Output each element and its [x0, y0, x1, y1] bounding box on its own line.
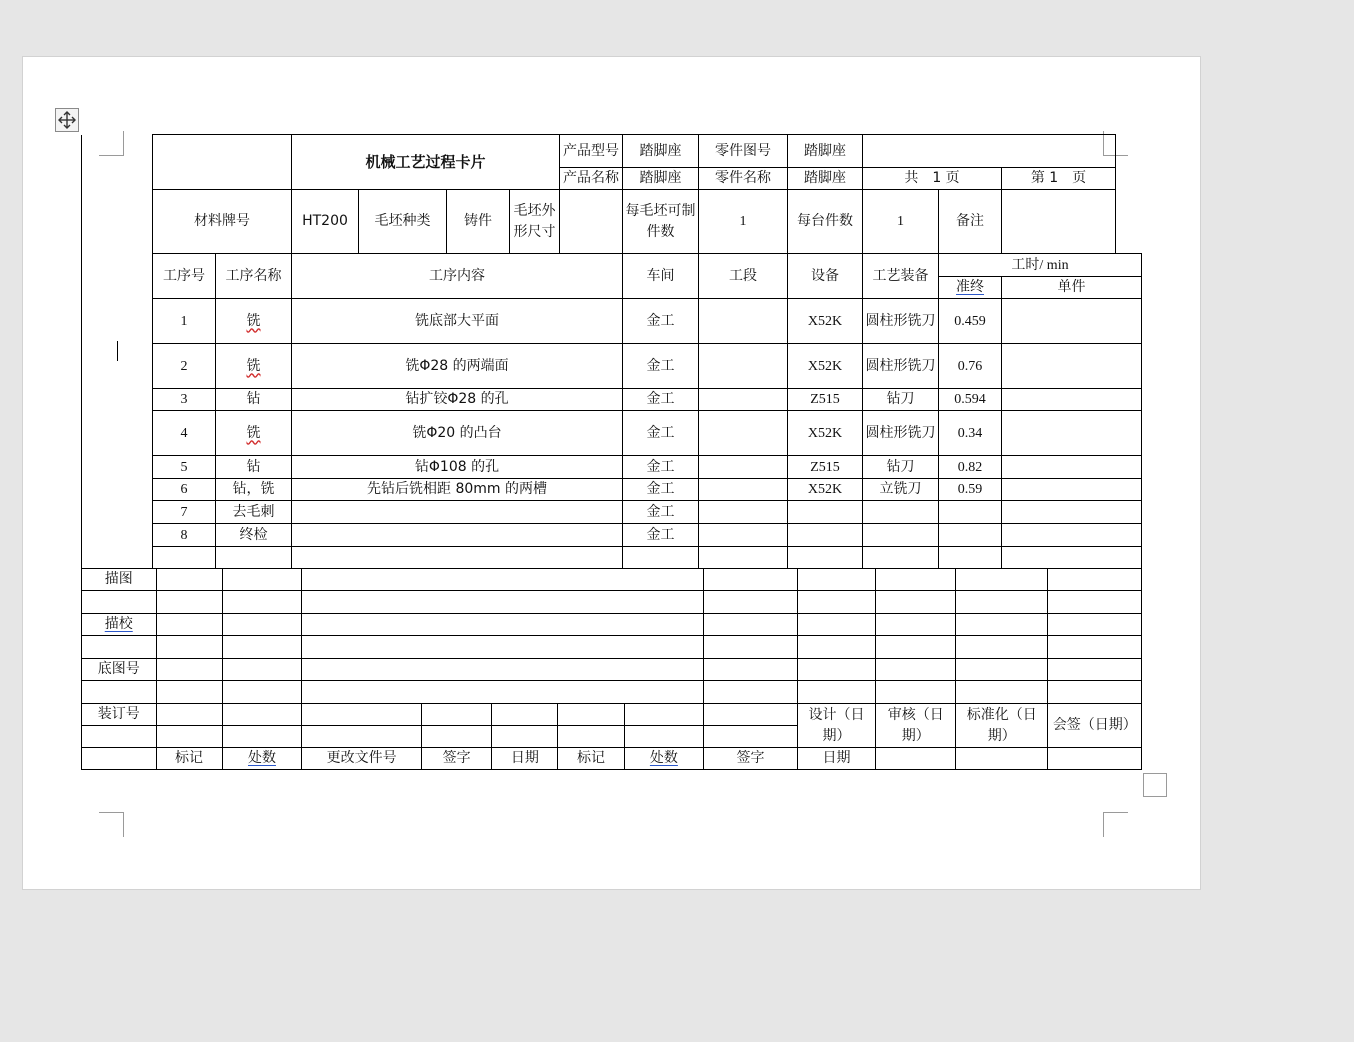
blank-cell[interactable]: [156, 591, 222, 614]
op-tooling: 钻刀: [863, 456, 939, 479]
part-name-label: 零件名称: [699, 168, 788, 190]
blank-cell[interactable]: [156, 704, 222, 726]
part-name-value[interactable]: 踏脚座: [788, 168, 863, 190]
op-unit-time[interactable]: [1002, 344, 1142, 389]
blank-cell[interactable]: [788, 547, 863, 569]
blank-cell[interactable]: [797, 681, 876, 704]
op-content: 铣Φ28 的两端面: [292, 344, 623, 389]
op-section[interactable]: [699, 411, 788, 456]
op-name: 铣: [216, 299, 292, 344]
blank-cell[interactable]: [956, 591, 1048, 614]
op-content: 先钻后铣相距 80mm 的两槽: [292, 479, 623, 501]
design-signoff: 设计（日期）: [797, 704, 876, 748]
blank-cell[interactable]: [1048, 681, 1142, 704]
blank-cell[interactable]: [82, 748, 157, 770]
op-unit-time[interactable]: [1002, 299, 1142, 344]
op-no: 2: [153, 344, 216, 389]
op-tooling: 圆柱形铣刀: [863, 344, 939, 389]
blank-cell[interactable]: [156, 614, 222, 636]
product-model-value[interactable]: 踏脚座: [623, 135, 699, 168]
op-equipment[interactable]: [788, 501, 863, 524]
rev-date-2: 日期: [797, 748, 876, 770]
remark-label: 备注: [939, 190, 1002, 254]
blank-cell[interactable]: [422, 726, 492, 748]
blank-cell[interactable]: [1048, 614, 1142, 636]
op-unit-time[interactable]: [1002, 479, 1142, 501]
rev-count: 处数: [222, 748, 302, 770]
base-drawing-no-label: 底图号: [82, 659, 157, 681]
blank-cell[interactable]: [302, 636, 704, 659]
op-unit-time[interactable]: [1002, 501, 1142, 524]
part-no-label: 零件图号: [699, 135, 788, 168]
material-grade-value[interactable]: HT200: [292, 190, 359, 254]
blank-cell[interactable]: [222, 636, 302, 659]
pieces-per-unit-value[interactable]: 1: [863, 190, 939, 254]
blank-type-value[interactable]: 铸件: [447, 190, 510, 254]
col-setup-time: 准终: [939, 277, 1002, 299]
op-equipment: Z515: [788, 456, 863, 479]
remark-value[interactable]: [1002, 190, 1116, 254]
blank-cell[interactable]: [956, 748, 1048, 770]
blank-cell[interactable]: [956, 614, 1048, 636]
left-margin-column[interactable]: [82, 135, 153, 569]
op-equipment: X52K: [788, 479, 863, 501]
op-name: 终检: [216, 524, 292, 547]
op-no: 7: [153, 501, 216, 524]
blank-cell[interactable]: [624, 704, 704, 726]
pieces-per-blank-label: 每毛坯可制件数: [623, 190, 699, 254]
blank-cell[interactable]: [558, 726, 624, 748]
blank-cell[interactable]: [222, 659, 302, 681]
blank-cell[interactable]: [292, 547, 623, 569]
margin-corner-bottom-left: [99, 812, 124, 837]
blank-cell[interactable]: [956, 636, 1048, 659]
op-tooling[interactable]: [863, 501, 939, 524]
col-section: 工段: [699, 254, 788, 299]
blank-type-label: 毛坯种类: [359, 190, 447, 254]
op-name: 铣: [216, 344, 292, 389]
table-row[interactable]: [82, 524, 1142, 547]
product-name-value[interactable]: 踏脚座: [623, 168, 699, 190]
op-name: 钻: [216, 389, 292, 411]
blank-cell[interactable]: [876, 636, 956, 659]
table-row[interactable]: [82, 501, 1142, 524]
rev-count-2: 处数: [624, 748, 704, 770]
op-content: 铣Φ20 的凸台: [292, 411, 623, 456]
blank-cell[interactable]: [156, 636, 222, 659]
blank-cell[interactable]: [492, 726, 558, 748]
binding-no-label: 装订号: [82, 704, 157, 726]
blank-cell[interactable]: [1048, 659, 1142, 681]
blank-cell[interactable]: [1048, 591, 1142, 614]
pieces-per-blank-value[interactable]: 1: [699, 190, 788, 254]
process-card-lower-table[interactable]: [81, 568, 1142, 770]
blank-cell[interactable]: [222, 726, 302, 748]
blank-cell[interactable]: [876, 659, 956, 681]
product-name-label: 产品名称: [560, 168, 623, 190]
op-no: 6: [153, 479, 216, 501]
op-unit-time[interactable]: [1002, 411, 1142, 456]
op-unit-time[interactable]: [1002, 389, 1142, 411]
blank-cell[interactable]: [82, 591, 157, 614]
header-top-right-blank[interactable]: [863, 135, 1116, 168]
blank-cell[interactable]: [82, 681, 157, 704]
op-content[interactable]: [292, 501, 623, 524]
blank-cell[interactable]: [222, 591, 302, 614]
blank-cell[interactable]: [82, 636, 157, 659]
blank-cell[interactable]: [704, 681, 797, 704]
op-workshop: 金工: [623, 411, 699, 456]
op-no: 4: [153, 411, 216, 456]
rev-change-doc: 更改文件号: [302, 748, 422, 770]
blank-cell[interactable]: [302, 681, 704, 704]
op-no: 5: [153, 456, 216, 479]
table-row[interactable]: [82, 389, 1142, 411]
table-row[interactable]: [82, 344, 1142, 389]
rev-mark-2: 标记: [558, 748, 624, 770]
rev-date: 日期: [492, 748, 558, 770]
col-unit-time: 单件: [1002, 277, 1142, 299]
rev-signature-2: 签字: [704, 748, 797, 770]
op-section[interactable]: [699, 389, 788, 411]
op-tooling: 圆柱形铣刀: [863, 299, 939, 344]
op-setup-time: 0.34: [939, 411, 1002, 456]
op-setup-time: 0.459: [939, 299, 1002, 344]
blank-cell[interactable]: [302, 569, 704, 591]
op-equipment: X52K: [788, 299, 863, 344]
review-signoff: 审核（日期）: [876, 704, 956, 748]
blank-cell[interactable]: [222, 681, 302, 704]
drawing-label: 描图: [82, 569, 157, 591]
table-move-handle-icon[interactable]: [55, 108, 79, 132]
margin-corner-bottom-right: [1103, 812, 1128, 837]
op-unit-time[interactable]: [1002, 456, 1142, 479]
blank-cell[interactable]: [624, 726, 704, 748]
blank-size-value[interactable]: [560, 190, 623, 254]
op-setup-time[interactable]: [939, 501, 1002, 524]
op-no: 1: [153, 299, 216, 344]
col-workshop: 车间: [623, 254, 699, 299]
table-resize-handle[interactable]: [1143, 773, 1167, 797]
op-no: 8: [153, 524, 216, 547]
op-name: 钻: [216, 456, 292, 479]
blank-cell[interactable]: [1048, 748, 1142, 770]
op-setup-time[interactable]: [939, 524, 1002, 547]
blank-cell[interactable]: [704, 614, 797, 636]
process-card-table[interactable]: [81, 134, 1142, 569]
blank-cell[interactable]: [216, 547, 292, 569]
blank-cell[interactable]: [704, 704, 797, 726]
blank-cell[interactable]: [797, 614, 876, 636]
blank-cell[interactable]: [876, 569, 956, 591]
blank-cell[interactable]: [876, 614, 956, 636]
countersign-signoff: 会签（日期）: [1048, 704, 1142, 748]
blank-cell[interactable]: [222, 614, 302, 636]
blank-cell[interactable]: [1048, 569, 1142, 591]
op-unit-time[interactable]: [1002, 524, 1142, 547]
blank-cell[interactable]: [558, 704, 624, 726]
blank-cell[interactable]: [704, 659, 797, 681]
blank-cell[interactable]: [876, 681, 956, 704]
blank-cell[interactable]: [1048, 636, 1142, 659]
blank-cell[interactable]: [302, 614, 704, 636]
op-setup-time: 0.76: [939, 344, 1002, 389]
blank-cell[interactable]: [876, 748, 956, 770]
blank-cell[interactable]: [422, 704, 492, 726]
blank-cell[interactable]: [82, 726, 157, 748]
blank-cell[interactable]: [863, 547, 939, 569]
op-workshop: 金工: [623, 299, 699, 344]
material-grade-label: 材料牌号: [153, 190, 292, 254]
op-section[interactable]: [699, 456, 788, 479]
op-workshop: 金工: [623, 479, 699, 501]
op-equipment: Z515: [788, 389, 863, 411]
op-name: 钻，铣: [216, 479, 292, 501]
blank-cell[interactable]: [956, 659, 1048, 681]
op-equipment[interactable]: [788, 524, 863, 547]
op-workshop: 金工: [623, 389, 699, 411]
col-equipment: 设备: [788, 254, 863, 299]
op-workshop: 金工: [623, 501, 699, 524]
blank-cell[interactable]: [302, 591, 704, 614]
blank-cell[interactable]: [876, 591, 956, 614]
table-row[interactable]: [82, 411, 1142, 456]
op-setup-time: 0.82: [939, 456, 1002, 479]
blank-cell[interactable]: [797, 636, 876, 659]
table-row[interactable]: [82, 547, 1142, 569]
rev-signature: 签字: [422, 748, 492, 770]
header-blank-cell[interactable]: [153, 135, 292, 190]
op-section[interactable]: [699, 479, 788, 501]
standardization-signoff: 标准化（日期）: [956, 704, 1048, 748]
page-number: 第 1 页: [1002, 168, 1116, 190]
blank-cell[interactable]: [153, 547, 216, 569]
col-time: 工时/ min: [939, 254, 1142, 277]
blank-cell[interactable]: [797, 591, 876, 614]
blank-cell[interactable]: [956, 681, 1048, 704]
op-no: 3: [153, 389, 216, 411]
op-content: 钻Φ108 的孔: [292, 456, 623, 479]
op-tooling[interactable]: [863, 524, 939, 547]
total-pages: 共 1 页: [863, 168, 1002, 190]
blank-size-label: 毛坯外形尺寸: [510, 190, 560, 254]
col-tooling: 工艺装备: [863, 254, 939, 299]
op-setup-time: 0.59: [939, 479, 1002, 501]
blank-cell[interactable]: [222, 569, 302, 591]
op-tooling: 钻刀: [863, 389, 939, 411]
blank-cell[interactable]: [704, 636, 797, 659]
blank-cell[interactable]: [156, 569, 222, 591]
blank-cell[interactable]: [939, 547, 1002, 569]
op-setup-time: 0.594: [939, 389, 1002, 411]
blank-cell[interactable]: [222, 704, 302, 726]
blank-cell[interactable]: [623, 547, 699, 569]
blank-cell[interactable]: [302, 726, 422, 748]
op-content[interactable]: [292, 524, 623, 547]
op-tooling: 圆柱形铣刀: [863, 411, 939, 456]
blank-cell[interactable]: [704, 569, 797, 591]
blank-cell[interactable]: [704, 726, 797, 748]
op-section[interactable]: [699, 344, 788, 389]
op-workshop: 金工: [623, 524, 699, 547]
op-content: 钻扩铰Φ28 的孔: [292, 389, 623, 411]
col-op-name: 工序名称: [216, 254, 292, 299]
blank-cell[interactable]: [797, 659, 876, 681]
blank-cell[interactable]: [302, 659, 704, 681]
blank-cell[interactable]: [1002, 547, 1142, 569]
table-row[interactable]: [82, 479, 1142, 501]
blank-cell[interactable]: [797, 569, 876, 591]
blank-cell[interactable]: [156, 681, 222, 704]
col-op-content: 工序内容: [292, 254, 623, 299]
op-name: 去毛刺: [216, 501, 292, 524]
op-content: 铣底部大平面: [292, 299, 623, 344]
blank-cell[interactable]: [156, 726, 222, 748]
blank-cell[interactable]: [699, 547, 788, 569]
op-workshop: 金工: [623, 344, 699, 389]
product-model-label: 产品型号: [560, 135, 623, 168]
op-section[interactable]: [699, 501, 788, 524]
blank-cell[interactable]: [704, 591, 797, 614]
card-title: 机械工艺过程卡片: [292, 135, 560, 190]
op-equipment: X52K: [788, 411, 863, 456]
blank-cell[interactable]: [302, 704, 422, 726]
table-row[interactable]: [82, 299, 1142, 344]
part-no-value[interactable]: 踏脚座: [788, 135, 863, 168]
op-section[interactable]: [699, 524, 788, 547]
op-name: 铣: [216, 411, 292, 456]
op-workshop: 金工: [623, 456, 699, 479]
blank-cell[interactable]: [156, 659, 222, 681]
pieces-per-unit-label: 每台件数: [788, 190, 863, 254]
op-section[interactable]: [699, 299, 788, 344]
checking-label: 描校: [82, 614, 157, 636]
col-op-no: 工序号: [153, 254, 216, 299]
table-row[interactable]: [82, 456, 1142, 479]
rev-mark: 标记: [156, 748, 222, 770]
op-tooling: 立铣刀: [863, 479, 939, 501]
blank-cell[interactable]: [492, 704, 558, 726]
op-equipment: X52K: [788, 344, 863, 389]
blank-cell[interactable]: [956, 569, 1048, 591]
